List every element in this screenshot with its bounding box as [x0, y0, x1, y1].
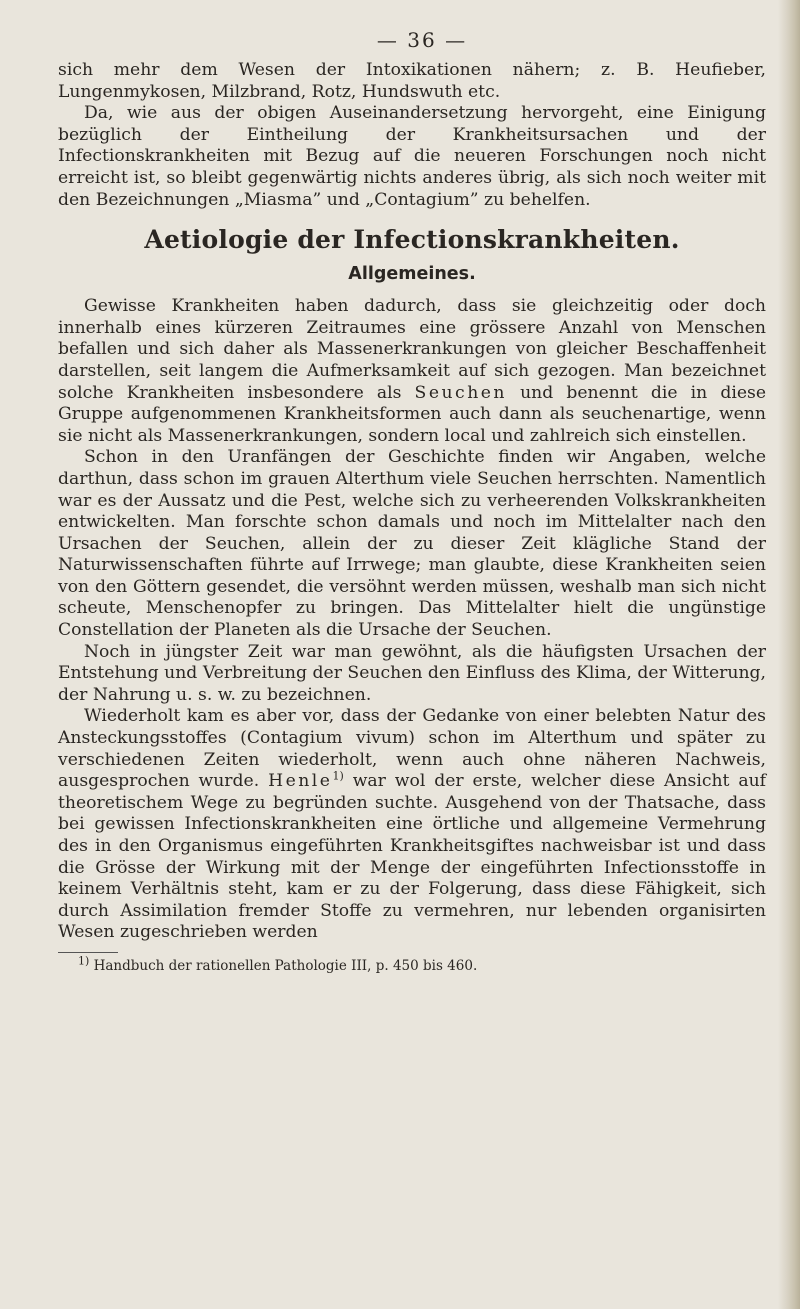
intro-paragraph-2: Da, wie aus der obigen Auseinandersetzung hervorgeht, eine Einigung bezüglich der Eintheilung der Krankheitsursachen und der Infectionskrankheiten mit Bezug auf die neueren Forschungen noch nicht erreicht ist, so bleibt gegenwärtig nichts anderes übrig, als sich noch weiter mit den Bezeichnungen „Miasma” und „Contagium” zu behelfen.: [58, 103, 766, 210]
book-page: [58, 28, 766, 975]
paragraph-2: Schon in den Uranfängen der Geschichte finden wir Angaben, welche darthun, dass schon im grauen Alterthum viele Seuchen herrschten. Namentlich war es der Aussatz und die Pest, welche sich zu verheerenden Volkskrankheiten entwickelten. Man forschte schon damals und noch im Mittelalter nach den Ursachen der Seuchen, allein der zu dieser Zeit klägliche Stand der Naturwissenschaften führte auf Irrwege; man glaubte, diese Krankheiten seien von den Göttern gesendet, die versöhnt werden müssen, weshalb man sich nicht scheute, Menschenopfer zu bringen. Das Mittelalter hielt die ungünstige Constellation der Planeten als die Ursache der Seuchen.: [58, 447, 766, 641]
paragraph-3: Noch in jüngster Zeit war man gewöhnt, als die häufigsten Ursachen der Entstehung und Verbreitung der Seuchen den Einfluss des Klima, der Witterung, der Nahrung u. s. w. zu bezeichnen.: [58, 641, 766, 705]
page-number: — 36 —: [376, 28, 468, 52]
emphasis-henle: Henle: [268, 771, 333, 792]
paragraph-1-text-a: Gewisse Krankheiten haben dadurch, dass sie gleichzeitig oder doch innerhalb eines kürzeren Zeitraumes eine grössere Anzahl von Menschen befallen und sich daher als Massenerkrankungen von gleicher Beschaffenheit darstellen, seit langem die Aufmerksamkeit auf sich gezogen. Man bezeichnet solche Krankheiten insbesondere als: [58, 296, 766, 403]
intro-paragraph-1: sich mehr dem Wesen der Intoxikationen nähern; z. B. Heufieber, Lungenmykosen, Milzbrand, Rotz, Hundswuth etc.: [58, 60, 766, 102]
section-title: Allgemeines.: [348, 264, 476, 285]
chapter-title: Aetiologie der Infectionskrankheiten.: [144, 225, 680, 255]
paragraph-1-text-b: und benennt die in diese Gruppe aufgenommenen Krankheitsformen auch dann als seuchenartige, wenn sie nicht als Massenerkrankungen, sondern local und zahlreich sich einstellen.: [58, 382, 767, 446]
paragraph-4-text-b: war wol der erste, welcher diese Ansicht auf theoretischem Wege zu begründen suchte. Ausgehend von der Thatsache, dass bei gewissen Infectionskrankheiten eine örtliche und allgemeine Vermehrung des in den Organismus eingeführten Krankheitsgiftes nachweisbar ist und dass die Grösse der Wirkung mit der Menge der eingeführten Infectionsstoffe in keinem Verhältnis steht, kam er zu der Folgerung, dass diese Fähigkeit, sich durch Assimilation fremder Stoffe zu vermehren, nur lebenden organisirten Wesen zugeschrieben werden: [58, 771, 767, 943]
footnote-divider: [58, 952, 118, 953]
footnote-text: Handbuch der rationellen Pathologie III, p. 450 bis 460.: [93, 957, 478, 974]
emphasis-seuchen: Seuchen: [414, 382, 507, 403]
footnote: [58, 954, 766, 975]
paragraph-4: [58, 706, 766, 944]
footnote-marker: 1): [78, 954, 90, 968]
footnote-reference: 1): [332, 769, 344, 783]
paragraph-4-text-a: Wiederholt kam es aber vor, dass der Gedanke von einer belebten Natur des Ansteckungsstoffes (Contagium vivum) schon im Alterthum und später zu verschiedenen Zeiten wiederholt, wenn auch ohne näheren Nachweis, ausgesprochen wurde.: [58, 706, 766, 792]
paragraph-1: [58, 296, 766, 447]
page-edge-shadow: [778, 0, 800, 1309]
